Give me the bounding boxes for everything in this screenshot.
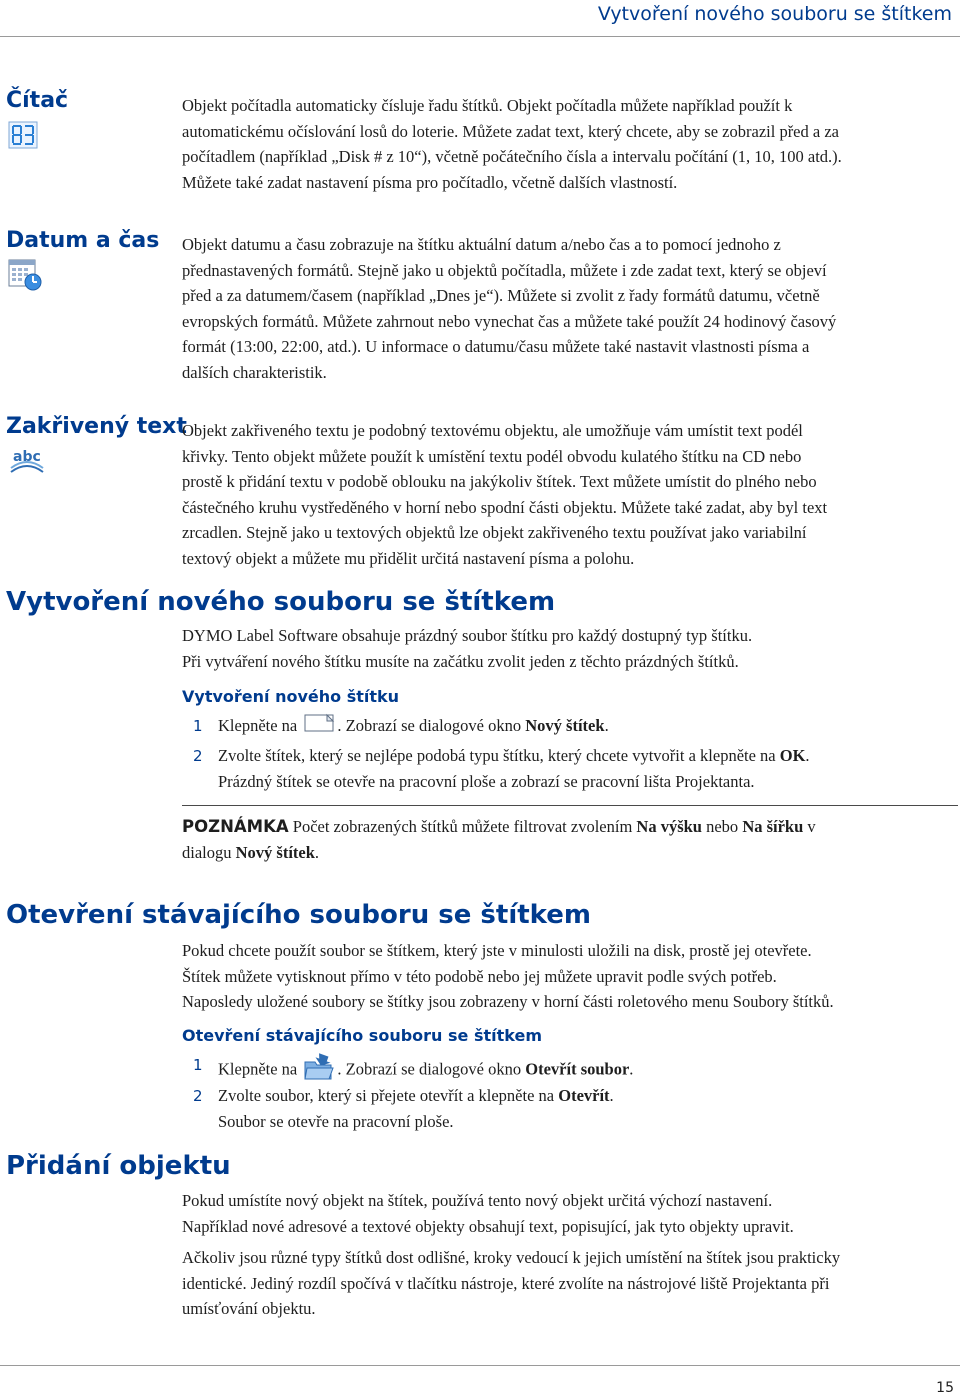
text-line: Objekt zakřiveného textu je podobný textovému objektu, ale umožňuje vám umístit text podél [182, 421, 803, 440]
step-number: 1 [193, 1056, 203, 1074]
text-line: umísťování objektu. [182, 1299, 316, 1318]
text-line: Při vytváření nového štítku musíte na začátku zvolit jeden z těchto prázdných štítků. [182, 651, 739, 671]
new-file-icon[interactable] [301, 713, 337, 741]
text-line: prostě k přidání textu v podobě oblouku na jakýkoliv štítek. Text můžete umístit do plného nebo [182, 472, 817, 491]
vytvoreni-intro [182, 623, 752, 674]
text-line: Například nové adresové a textové objekty obsahují text, popisující, jak tyto objekty upravit. [182, 1216, 794, 1236]
text-line: dalších charakteristik. [182, 362, 327, 382]
text-line: Můžete také zadat nastavení písma pro počítadlo, včetně dalších vlastností. [182, 172, 678, 192]
dialog-name: Nový štítek [525, 716, 605, 735]
step-text [218, 1083, 614, 1134]
counter-icon [8, 120, 40, 152]
vytvoreni-subheading: Vytvoření nového štítku [182, 687, 400, 706]
button-name: OK [779, 746, 806, 765]
note-text: Počet zobrazených štítků můžete filtrovat zvolením [288, 817, 637, 836]
step-text-part: Zvolte štítek, který se nejlépe podobá typu štítku, který chcete vytvořit a klepněte na [218, 746, 780, 765]
step-number: 2 [193, 1087, 203, 1105]
note-text: . [314, 842, 320, 862]
text-line: zrcadlen. Stejně jako u textových objektů lze objekt zakřiveného textu používat jako variabilní [182, 523, 807, 542]
page-number: 15 [936, 1380, 954, 1396]
text-line: Objekt počítadla automaticky čísluje řadu štítků. Objekt počítadla můžete například použít k [182, 96, 793, 115]
step-text-line: Prázdný štítek se otevře na pracovní ploše a zobrazí se pracovní lišta Projektanta. [218, 771, 755, 791]
text-line: Naposledy uložené soubory se štítky jsou zobrazeny v horní části roletového menu Soubory štítků. [182, 992, 834, 1011]
step-text-part: . Zobrazí se dialogové okno [337, 716, 526, 735]
text-line: automatickému očíslování losů do loterie. Můžete zadat text, který chcete, aby se zobrazil před a za [182, 121, 839, 141]
calendar-clock-icon [8, 258, 40, 290]
step-text [218, 743, 810, 794]
step-text [218, 713, 609, 741]
step-text-part: . [805, 746, 810, 765]
text-line: Pokud chcete použít soubor se štítkem, který jste v minulosti uložili na disk, prostě jej otevřete. [182, 941, 812, 960]
text-line: textový objekt a můžete mu přidělit určitá nastavení písma a polohu. [182, 548, 635, 568]
step-text-part: . [629, 1059, 634, 1079]
step-number: 2 [193, 747, 203, 765]
step-text-part: . Zobrazí se dialogové okno [337, 1059, 526, 1079]
step-text-part: Klepněte na [218, 716, 298, 735]
step-text-part: Klepněte na [218, 1059, 298, 1079]
svg-text:abc: abc [13, 449, 41, 465]
note-text: v [803, 817, 816, 836]
step-number: 1 [193, 717, 203, 735]
text-line: částečného kruhu vystředěného v horní nebo spodní části objektu. Můžete také zadat, aby byl text [182, 497, 828, 517]
otevreni-intro [182, 938, 834, 1015]
text-line: DYMO Label Software obsahuje prázdný soubor štítku pro každý dostupný typ štítku. [182, 626, 753, 645]
pridani-section-heading: Přidání objektu [6, 1151, 231, 1181]
text-line: evropských formátů. Můžete zahrnout nebo vynechat čas a můžete také použít 24 hodinový časový [182, 311, 837, 331]
button-name: Otevřít [558, 1086, 610, 1105]
citac-heading: Čítač [6, 88, 69, 113]
note-divider [182, 805, 958, 806]
step-text-line: Soubor se otevře na pracovní ploše. [218, 1111, 454, 1131]
note-text: dialogu [182, 842, 236, 862]
running-header-title: Vytvoření nového souboru se štítkem [597, 3, 952, 25]
note-bold: Nový štítek [235, 842, 315, 862]
note-text: nebo [701, 817, 743, 836]
citac-body [182, 93, 842, 195]
text-line: identické. Jediný rozdíl spočívá v tlačítku nástroje, které zvolíte na nástrojové liště Projektanta při [182, 1273, 830, 1293]
text-line: křivky. Tento objekt můžete použít k umístění textu podél obvodu kulatého štítku na CD nebo [182, 446, 802, 466]
datum-heading: Datum a čas [6, 228, 160, 253]
text-line: Ačkoliv jsou různé typy štítků dost odlišné, kroky vedoucí k jejich umístění na štítek jsou prakticky [182, 1248, 841, 1267]
pridani-body [182, 1245, 840, 1322]
otevreni-section-heading: Otevření stávajícího souboru se štítkem [6, 900, 591, 930]
zakriveny-heading: Zakřivený text [6, 414, 187, 439]
step-text-part: . [609, 1086, 614, 1105]
pridani-intro [182, 1188, 794, 1239]
note-label: POZNÁMKA [182, 817, 289, 836]
step-text-part: . [604, 716, 609, 735]
text-line: formát (13:00, 22:00, atd.). U informace o datumu/času můžete také nastavit vlastnosti písma a [182, 337, 810, 356]
datum-body [182, 232, 836, 385]
curved-text-icon [8, 444, 48, 476]
text-line: Štítek můžete vytisknout přímo v této podobě nebo jej můžete upravit podle svých potřeb. [182, 966, 777, 986]
text-line: Objekt datumu a času zobrazuje na štítku aktuální datum a/nebo čas a to pomocí jednoho z [182, 235, 781, 254]
vytvoreni-section-heading: Vytvoření nového souboru se štítkem [6, 587, 556, 617]
note-bold: Na šířku [742, 817, 804, 836]
text-line: Pokud umístíte nový objekt na štítek, používá tento nový objekt určitá výchozí nastavení. [182, 1191, 773, 1210]
dialog-name: Otevřít soubor [525, 1059, 630, 1079]
note-bold: Na výšku [636, 817, 702, 836]
text-line: před a za datumem/časem (například „Dnes je“). Můžete si zvolit z řady formátů datumu, včetně [182, 286, 820, 305]
header-divider [0, 36, 960, 37]
text-line: počítadlem (například „Disk # z 10“), včetně počátečního čísla a intervalu počítání (1, 10, 100 atd.). [182, 147, 842, 166]
text-line: přednastavených formátů. Stejně jako u objektů počítadla, můžete i zde zadat text, který se objeví [182, 260, 827, 280]
step-text-part: Zvolte soubor, který si přejete otevřít a klepněte na [218, 1086, 559, 1105]
note-box [182, 814, 958, 865]
otevreni-subheading: Otevření stávajícího souboru se štítkem [182, 1026, 542, 1045]
footer-divider [0, 1365, 960, 1366]
zakriveny-body [182, 418, 827, 571]
